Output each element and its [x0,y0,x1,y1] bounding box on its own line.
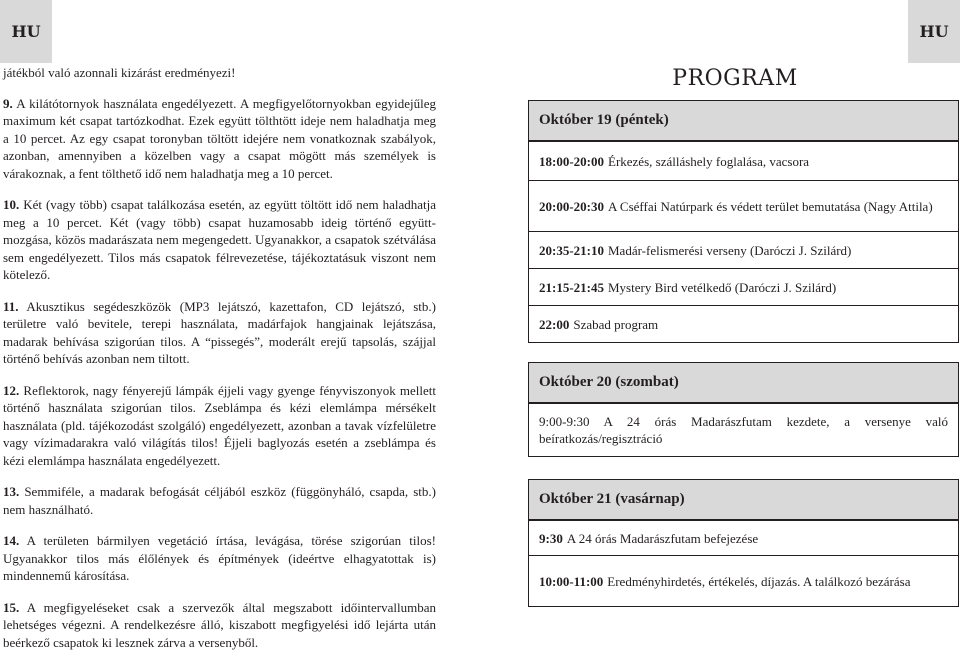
schedule-time: 10:00-11:00 [539,573,604,589]
schedule-text: Mystery Bird vetélkedő (Daróczi J. Szilárd) [608,279,837,295]
schedule-time: 9:30 [539,530,563,546]
rule-item [3,483,436,518]
rule-text: Két (vagy több) csapat találkozása esetén, az együtt töltött idő nem haladhatja meg a 10 percet. Két (vagy több) csapat huzamosabb ideig történő együtt-mozgása, közös madarászata nem megengedett. Ugyanakkor, a csapatok szétválása sem engedélyezett. Tilos más csapatok félrevezetése, tájékoztatásuk viszont nem kötelező. [3,197,437,282]
schedule-item [529,231,958,268]
rule-text: A területen bármilyen vegetáció írtása, levágása, törése szigorúan tilos! Ugyanakkor tilos más élőlények és építmények (ideértve elhagyatottak is) mindennemű károsítása. [3,533,436,583]
program-title: PROGRAM [672,66,798,91]
schedule-time: 20:35-21:10 [539,242,604,258]
schedule-text: Eredményhirdetés, értékelés, díjazás. A találkozó bezárása [607,573,911,589]
rule-number: 9. [3,95,13,111]
rule-text: Semmiféle, a madarak befogását céljából eszköz (függönyháló, csapda, stb.) nem használható. [3,484,436,517]
day-box-friday [528,100,959,343]
rule-item [3,382,436,470]
schedule-text: Szabad program [573,316,659,332]
rules-intro: játékból való azonnali kizárást eredményezi! [3,65,236,80]
schedule-item [529,403,958,456]
day-box-saturday [528,362,959,457]
rule-number: 15. [3,599,20,615]
schedule-item [529,555,958,606]
rule-item [3,196,436,284]
rule-item [3,532,436,585]
day-title: Október 20 (szombat) [529,363,958,403]
language-tab-left: HU [0,0,52,63]
schedule-item [529,268,958,305]
rule-text: Akusztikus segédeszközök (MP3 lejátszó, kazettafon, CD lejátszó, stb.) területre való bevitele, terepi használata, madárfajok hangjainak lejátszása, madarak behívása szigorúan tilos. A “pissegés”, moderált erejű tapsolás, szájjal történő behívás azonban nem tiltott. [3,298,436,366]
rule-item [3,599,436,652]
schedule-time: 20:00-20:30 [539,198,604,214]
rule-number: 11. [3,298,19,314]
schedule-text: Madár-felismerési verseny (Daróczi J. Szilárd) [608,242,852,258]
schedule-time: 18:00-20:00 [539,153,604,169]
rule-text: A kilátótornyok használata engedélyezett. A megfigyelőtornyokban egyidejűleg maximum két csapat tartózkodhat. Ezek együtt tölthtött ideje nem haladhatja meg a 10 percet. Az egy csapat toronyban töltött idejére nem vonatkoznak szabályok, azonban, amennyiben a közelben vagy a csapat mögött más személyek is várakoznak, a fent tölthető idő nem haladhatja meg a 10 percet. [3,95,436,181]
rule-number: 14. [3,533,20,548]
rule-number: 12. [3,382,20,398]
schedule-text: 9:00-9:30 A 24 órás Madarászfutam kezdete, a versenye való beíratkozás/regisztráció [539,414,948,446]
rules-column [3,64,436,665]
rule-number: 10. [3,197,20,212]
schedule-text: Érkezés, szálláshely foglalása, vacsora [608,153,810,169]
schedule-text: A 24 órás Madarászfutam befejezése [566,530,759,546]
schedule-time: 22:00 [539,316,570,332]
schedule-text: A Cséffai Natúrpark és védett terület bemutatása (Nagy Attila) [608,198,933,214]
rule-text: Reflektorok, nagy fényerejű lámpák éjjeli vagy gyenge fényviszonyok mellett történő használata szigorúan tilos. Zseblámpa és kézi elemlámpa mérsékelt használata (pld. tájékozodást szolgáló) engedélyezett, azonban a tavak vízfelületre vagy vízimadarakra való világítás tilos! Éjjeli baglyozás esetén a zseblámpa és kézi elemlámpa használata engedélyezett. [3,382,436,468]
day-title: Október 19 (péntek) [529,101,958,141]
rule-item [3,298,436,368]
schedule-time: 21:15-21:45 [539,279,604,295]
schedule-item [529,520,958,555]
schedule-item [529,180,958,231]
rule-number: 13. [3,484,20,499]
day-box-sunday [528,479,959,607]
language-tab-right: HU [908,0,960,63]
day-title: Október 21 (vasárnap) [529,480,958,520]
rule-item [3,95,436,183]
schedule-item [529,305,958,342]
schedule-item [529,141,958,180]
rule-text: A megfigyeléseket csak a szervezők által megszabott időintervallumban lehetséges végezni. A rendelkezésre álló, kiszabott megfigyelési idő lejárta után beérkező csapatok ki lesznek zárva a versenyből. [3,599,436,650]
